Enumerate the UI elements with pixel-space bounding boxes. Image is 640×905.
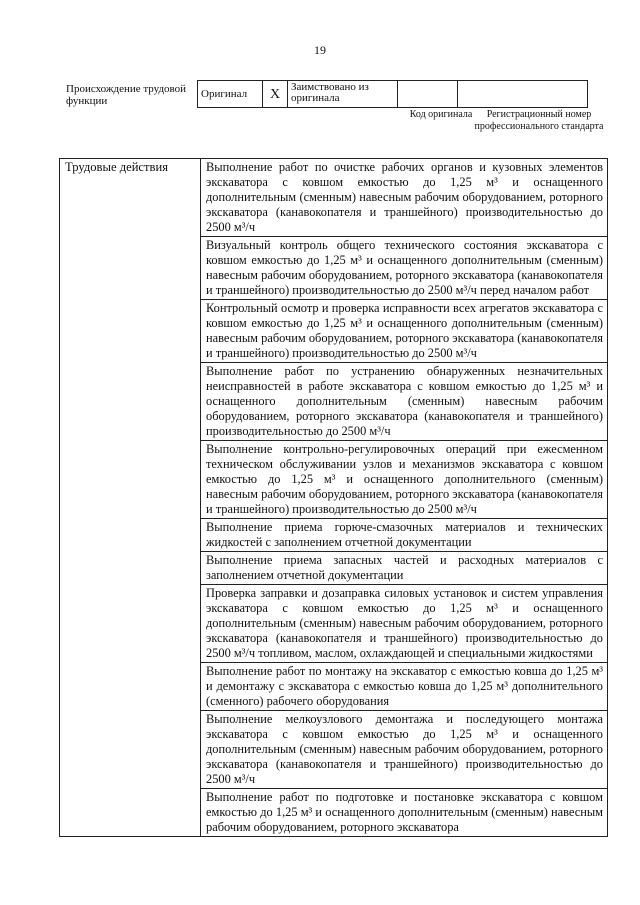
action-row xyxy=(60,159,608,237)
labor-action-item: Выполнение работ по очистке рабочих органов и кузовных элементов экскаватора с ковшом емкостью до 1,25 м³ и оснащенного дополнительным (сменным) навесным рабочим оборудованием, роторного экскаватора (канавокопателя и траншейного) производительностью до 2500 м³/ч xyxy=(201,159,608,237)
code-caption: Код оригинала xyxy=(409,109,473,120)
labor-action-item: Выполнение мелкоузлового демонтажа и последующего монтажа экскаватора с ковшом емкостью до 1,25 м³ и оснащенного дополнительным (сменным) навесным рабочим оборудованием, роторного экскаватора (канавокопателя и траншейного) производительностью до 2500 м³/ч xyxy=(201,711,608,789)
regnum-caption: Регистрационный номер профессионального стандарта xyxy=(474,109,604,132)
labor-action-item: Выполнение работ по монтажу на экскаватор с емкостью ковша до 1,25 м³ и демонтажу с экскаватора с емкостью ковша до 1,25 м³ дополнительного (сменного) рабочего оборудования xyxy=(201,663,608,711)
origin-label: Происхождение трудовой функции xyxy=(66,83,187,107)
original-mark: X xyxy=(263,81,288,108)
labor-action-item: Выполнение приема запасных частей и расходных материалов с заполнением отчетной документации xyxy=(201,552,608,585)
original-label: Оригинал xyxy=(198,81,263,108)
labor-actions-label: Трудовые действия xyxy=(60,159,201,837)
labor-action-item: Выполнение работ по устранению обнаруженных незначительных неисправностей в работе экскаватора с ковшом емкостью до 1,25 м³ и оснащенного дополнительным (сменным) навесным рабочим оборудованием, роторного экскаватора (канавокопателя и траншейного) производительностью до 2500 м³/ч xyxy=(201,363,608,441)
page-number: 19 xyxy=(314,43,326,57)
labor-action-item: Выполнение контрольно-регулировочных операций при ежесменном техническом обслуживании узлов и механизмов экскаватора с ковшом емкостью до 1,25 м³ и оснащенного дополнительного (сменным) навесным рабочим оборудованием, роторного экскаватора (канавокопателя и траншейного) производительностью до 2500 м³/ч xyxy=(201,441,608,519)
labor-action-item: Проверка заправки и дозаправка силовых установок и систем управления экскаватора с ковшом емкостью до 1,25 м³ и оснащенного дополнительным (сменным) навесным рабочим оборудованием, роторного экскаватора (канавокопателя и траншейного) производительностью до 2500 м³/ч топливом, маслом, охлаждающей и специальными жидкостями xyxy=(201,585,608,663)
borrowed-label: Заимствовано из оригинала xyxy=(288,81,398,108)
labor-action-item: Выполнение работ по подготовке и постановке экскаватора с ковшом емкостью до 1,25 м³ и оснащенного дополнительным (сменным) навесным рабочим оборудованием, роторного экскаватора xyxy=(201,789,608,837)
labor-actions-table xyxy=(59,158,608,837)
labor-action-item: Выполнение приема горюче-смазочных материалов и технических жидкостей с заполнением отчетной документации xyxy=(201,519,608,552)
labor-action-item: Визуальный контроль общего технического состояния экскаватора с ковшом емкостью до 1,25 м³ и оснащенного дополнительным (сменным) навесным рабочим оборудованием, роторного экскаватора (канавокопателя и траншейного) производительностью до 2500 м³/ч перед началом работ xyxy=(201,237,608,300)
labor-action-item: Контрольный осмотр и проверка исправности всех агрегатов экскаватора с ковшом емкостью до 1,25 м³ и оснащенного дополнительным (сменным) навесным рабочим оборудованием, роторного экскаватора (канавокопателя и траншейного) производительностью до 2500 м³/ч xyxy=(201,300,608,363)
